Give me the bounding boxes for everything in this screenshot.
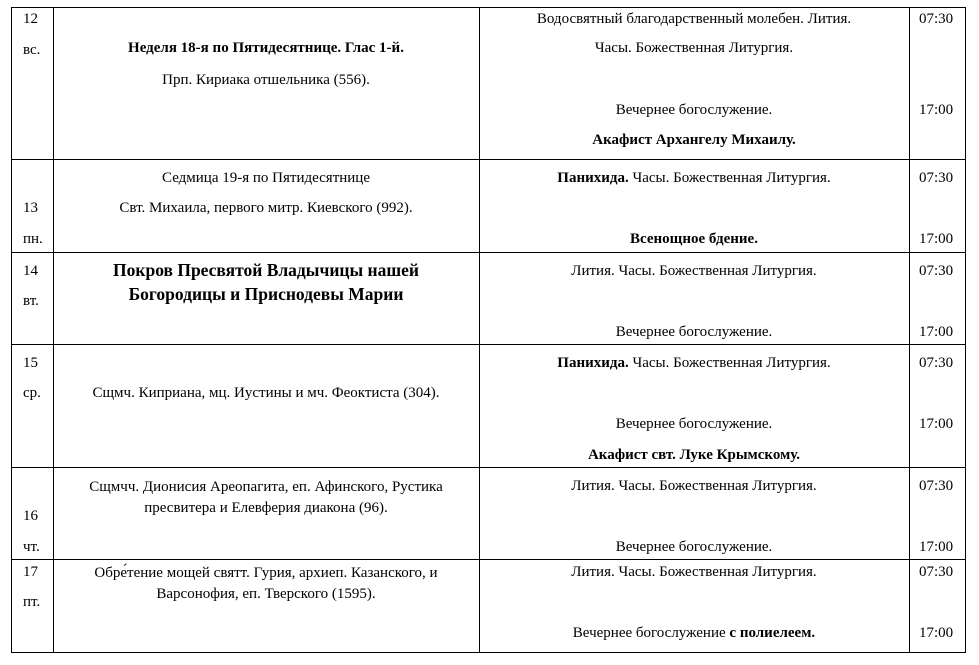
row-divider bbox=[11, 559, 966, 560]
table-border bbox=[11, 652, 966, 653]
feast-cell bbox=[53, 159, 479, 252]
table-row bbox=[11, 252, 966, 344]
feast-cell bbox=[53, 559, 479, 653]
service-line: Часы. Божественная Литургия. bbox=[594, 40, 794, 56]
table-row bbox=[11, 467, 966, 559]
table-row bbox=[11, 159, 966, 252]
day-number: 15 bbox=[23, 355, 38, 371]
feast-cell bbox=[53, 7, 479, 159]
weekday: чт. bbox=[23, 539, 40, 555]
service-line: Панихида. Часы. Божественная Литургия. bbox=[557, 355, 831, 371]
time-morning: 07:30 bbox=[919, 355, 954, 371]
feast-saint: Обре́тение мощей святт. Гурия, архиеп. Казанского, и Варсонофия, еп. Тверского (1595). bbox=[94, 565, 438, 602]
time-cell bbox=[909, 344, 966, 467]
time-morning: 07:30 bbox=[919, 478, 954, 494]
schedule-table bbox=[11, 7, 966, 653]
feast-cell bbox=[53, 252, 479, 344]
column-divider bbox=[479, 7, 480, 653]
table-row bbox=[11, 7, 966, 159]
services-cell bbox=[479, 559, 909, 653]
time-evening: 17:00 bbox=[919, 539, 954, 555]
time-evening: 17:00 bbox=[919, 102, 954, 118]
time-evening: 17:00 bbox=[919, 416, 954, 432]
feast-saint: Свт. Михаила, первого митр. Киевского (992). bbox=[119, 200, 413, 216]
service-line: Вечернее богослужение. bbox=[615, 324, 773, 340]
table-border bbox=[11, 7, 12, 653]
time-morning: 07:30 bbox=[919, 564, 954, 580]
date-cell bbox=[11, 344, 53, 467]
feast-cell bbox=[53, 467, 479, 559]
service-line: Вечернее богослужение с полиелеем. bbox=[572, 625, 816, 641]
feast-saint: Сщмчч. Дионисия Ареопагита, еп. Афинского, Рустика пресвитера и Елевферия диакона (96). bbox=[89, 479, 443, 516]
time-morning: 07:30 bbox=[919, 11, 954, 27]
services-cell bbox=[479, 159, 909, 252]
service-line: Лития. Часы. Божественная Литургия. bbox=[571, 263, 817, 279]
table-border bbox=[11, 7, 966, 8]
table-row bbox=[11, 344, 966, 467]
time-cell bbox=[909, 7, 966, 159]
time-evening: 17:00 bbox=[919, 625, 954, 641]
service-line: Водосвятный благодарственный молебен. Лития. bbox=[536, 11, 852, 27]
time-evening: 17:00 bbox=[919, 231, 954, 247]
time-cell bbox=[909, 559, 966, 653]
service-line: Акафист свт. Луке Крымскому. bbox=[587, 447, 801, 463]
date-cell bbox=[11, 159, 53, 252]
service-line: Лития. Часы. Божественная Литургия. bbox=[571, 478, 817, 494]
services-cell bbox=[479, 467, 909, 559]
services-cell bbox=[479, 7, 909, 159]
table-row bbox=[11, 559, 966, 653]
feast-title: Богородицы и Приснодевы Марии bbox=[128, 284, 404, 304]
service-line: Лития. Часы. Божественная Литургия. bbox=[571, 564, 817, 580]
column-divider bbox=[53, 7, 54, 653]
time-cell bbox=[909, 467, 966, 559]
service-line: Панихида. Часы. Божественная Литургия. bbox=[557, 170, 831, 186]
row-divider bbox=[11, 159, 966, 160]
row-divider bbox=[11, 252, 966, 253]
date-cell bbox=[11, 467, 53, 559]
service-line: Вечернее богослужение. bbox=[615, 102, 773, 118]
day-number: 14 bbox=[23, 263, 38, 279]
date-cell bbox=[11, 559, 53, 653]
feast-title: Покров Пресвятой Владычицы нашей bbox=[113, 260, 419, 280]
time-morning: 07:30 bbox=[919, 170, 954, 186]
feast-saint: Сщмч. Киприана, мц. Иустины и мч. Феоктиста (304). bbox=[92, 385, 440, 401]
weekday: вс. bbox=[23, 42, 41, 58]
column-divider bbox=[909, 7, 910, 653]
feast-saint: Прп. Кириака отшельника (556). bbox=[162, 72, 370, 88]
feast-cell bbox=[53, 344, 479, 467]
row-divider bbox=[11, 344, 966, 345]
day-number: 17 bbox=[23, 564, 38, 580]
day-number: 16 bbox=[23, 508, 38, 524]
row-divider bbox=[11, 467, 966, 468]
service-line: Всенощное бдение. bbox=[630, 231, 758, 247]
date-cell bbox=[11, 7, 53, 159]
service-line: Вечернее богослужение. bbox=[615, 539, 773, 555]
day-number: 13 bbox=[23, 200, 38, 216]
weekday: пт. bbox=[23, 594, 41, 610]
time-cell bbox=[909, 252, 966, 344]
day-number: 12 bbox=[23, 11, 38, 27]
feast-title: Неделя 18-я по Пятидесятнице. Глас 1-й. bbox=[128, 40, 404, 56]
time-cell bbox=[909, 159, 966, 252]
services-cell bbox=[479, 344, 909, 467]
weekday: ср. bbox=[23, 385, 41, 401]
weekday: пн. bbox=[23, 231, 43, 247]
feast-week: Седмица 19-я по Пятидесятнице bbox=[162, 170, 370, 186]
services-cell bbox=[479, 252, 909, 344]
service-line: Акафист Архангелу Михаилу. bbox=[592, 132, 796, 148]
service-line: Вечернее богослужение. bbox=[615, 416, 773, 432]
weekday: вт. bbox=[23, 293, 39, 309]
time-morning: 07:30 bbox=[919, 263, 954, 279]
table-border bbox=[965, 7, 966, 653]
date-cell bbox=[11, 252, 53, 344]
time-evening: 17:00 bbox=[919, 324, 954, 340]
